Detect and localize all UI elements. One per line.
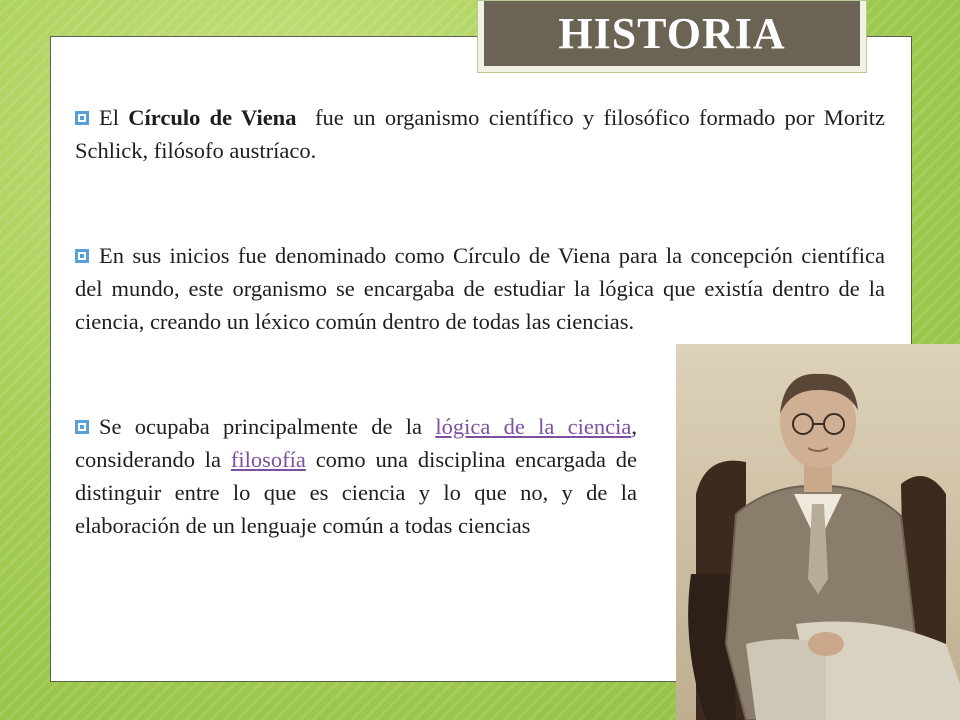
paragraph-1-bold: Círculo de Viena [128, 105, 297, 130]
link-filosofia[interactable]: filosofía [230, 447, 306, 472]
paragraph-2 [75, 239, 885, 338]
slide-title: HISTORIA [558, 9, 786, 58]
title-frame [477, 0, 867, 73]
paragraph-3-part2: , considerando la [75, 414, 637, 472]
title-box [484, 1, 860, 66]
paragraph-3 [75, 410, 637, 542]
paragraph-1-rest: fue un organismo científico y filosófico formado por Moritz Schlick, filósofo austríaco. [75, 105, 891, 163]
paragraph-1 [75, 101, 891, 167]
link-logica-de-la-ciencia[interactable]: lógica de la ciencia [435, 414, 632, 439]
paragraph-1-prefix: El [99, 105, 129, 130]
paragraph-3-part1: Se ocupaba principalmente de la [99, 414, 436, 439]
square-bullet-icon [75, 111, 89, 125]
square-bullet-icon [75, 420, 89, 434]
portrait-photo [676, 344, 960, 720]
paragraph-2-text: En sus inicios fue denominado como Círculo de Viena para la concepción científica del mundo, este organismo se encargaba de estudiar la lógica que existía dentro de la ciencia, creando un léxico común dentro de todas las ciencias. [75, 243, 885, 334]
portrait-illustration [676, 344, 960, 720]
paragraph-3-part3: como una disciplina encargada de distinguir entre lo que es ciencia y lo que no, y de la elaboración de un lenguaje común a todas ciencias [75, 447, 637, 538]
square-bullet-icon [75, 249, 89, 263]
